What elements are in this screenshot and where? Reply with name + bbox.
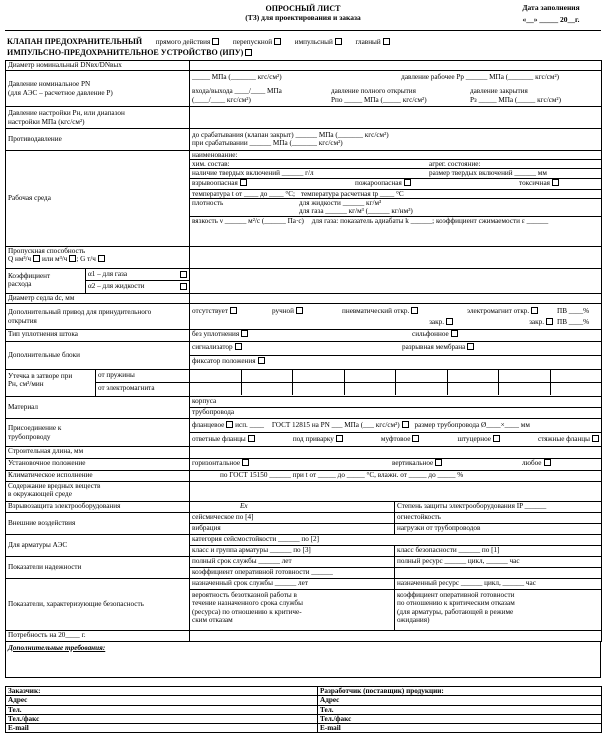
saf-values[interactable]: назначенный срок службы ______ лет назначенный ресурс ______ цикл, ______ час вероятность безотказной работы в течение назначенного срока службы (ресурса) по отношению к критиче- ским отказам коэффициент оперативной готовности по отношению к критическим отказам (для арматуры, работающей в режиме ожидания): [190, 579, 602, 631]
need-label: Потребность на 20____ г.: [6, 631, 190, 642]
ipu-checkbox[interactable]: [245, 49, 252, 56]
diameter-value[interactable]: [190, 61, 602, 71]
opt-bypass-label: перепускной: [232, 38, 273, 46]
blocks-values[interactable]: сигнализатор разрывная мембрана фиксатор положения: [190, 342, 602, 370]
length-value[interactable]: [190, 447, 602, 459]
coupling-checkbox[interactable]: [412, 435, 419, 442]
developer-phone[interactable]: Тел.: [318, 705, 602, 714]
horizontal-checkbox[interactable]: [242, 459, 249, 466]
conn-values[interactable]: фланцевое исп. ____ ГОСТ 12815 на PN ___ МПа (___ кгс/см²) размер трубопровода Ø____×____ мм ответные фланцы под приварку муфтовое штуцерное стяжные фланцы: [190, 419, 602, 447]
counter-label: Противодавление: [6, 129, 190, 151]
valve-title: КЛАПАН ПРЕДОХРАНИТЕЛЬНЫЙ: [7, 37, 143, 46]
customer-phone[interactable]: Тел.: [6, 705, 318, 714]
ext-values[interactable]: сейсмическое по [4] огнестойкость вибрация нагрузки от трубопроводов: [190, 513, 602, 535]
seal-values[interactable]: без уплотнения сильфонное: [190, 330, 602, 342]
flow-q-checkbox[interactable]: [33, 255, 40, 262]
climate-label: Климатическое исполнение: [6, 471, 190, 482]
fire-checkbox[interactable]: [404, 179, 411, 186]
flow-g-checkbox[interactable]: [98, 255, 105, 262]
signal-checkbox[interactable]: [235, 343, 242, 350]
aes-label: Для арматуры АЭС: [6, 535, 190, 557]
seal-bellows-checkbox[interactable]: [451, 330, 458, 337]
counter-values[interactable]: до срабатывания (клапан закрыт) ______ МПа (_______ кгс/см²) при срабатывании ______ МПа (_______ кгс/см²): [190, 129, 602, 151]
date-value[interactable]: «__» _____ 20__г.: [522, 14, 580, 24]
main-table: [5, 60, 602, 642]
rel-label: Показатели надежности: [6, 557, 190, 579]
customer-fax[interactable]: Тел./факс: [6, 714, 318, 723]
footer-table: [5, 686, 602, 733]
coef-value[interactable]: [190, 269, 602, 294]
opt-pulse-checkbox[interactable]: [335, 38, 342, 45]
drive-pn-open-checkbox[interactable]: [411, 307, 418, 314]
pset-value[interactable]: [190, 107, 602, 129]
coef-label: Коэффициент расхода α1 – для газа α2 – для жидкости: [6, 269, 190, 294]
additional-requirements[interactable]: [5, 642, 601, 678]
a2-checkbox[interactable]: [180, 283, 187, 290]
gost-checkbox[interactable]: [402, 421, 409, 428]
additional-label: Дополнительные требования:: [8, 644, 106, 652]
tox-checkbox[interactable]: [552, 179, 559, 186]
aes-values[interactable]: категория сейсмостойкости ______ по [2] класс и группа арматуры ______ по [3] класс безопасности ______ по [1]: [190, 535, 602, 557]
install-values[interactable]: горизонтальное вертикальное любое: [190, 459, 602, 471]
weld-checkbox[interactable]: [336, 435, 343, 442]
customer-email[interactable]: E-mail: [6, 724, 318, 733]
fitting-checkbox[interactable]: [493, 435, 500, 442]
date-label: Дата заполнения: [522, 3, 580, 12]
expl-values[interactable]: Ex Степень защиты электрооборудования IP ______: [190, 502, 602, 513]
opt-direct-label: прямого действия: [155, 38, 211, 46]
blocks-label: Дополнительные блоки: [6, 342, 190, 370]
conn-label: Присоединение к трубопроводу: [6, 419, 190, 447]
membrane-checkbox[interactable]: [467, 343, 474, 350]
opt-main-label: главный: [355, 38, 381, 46]
opt-bypass-checkbox[interactable]: [274, 38, 281, 45]
medium-values[interactable]: наименование: хим. состав: агрег. состояние: наличие твердых включений ______ г/л размер твердых включений ______ мм взрывоопасная пожароопасная токсичная температура t от ____ до ____ °C; температура расчетная tр ____ °C плотность для жидкости ______ кг/м³ для газа ______ кг/м³ (______ кг/нм³) вязкость ν ______ м²/с (______ Па·с) для газа: показатель адиабаты k ______; коэффициент сжимаемости ε ______: [190, 151, 602, 247]
need-value[interactable]: [190, 631, 602, 642]
climate-value[interactable]: по ГОСТ 15150 ______ при t от _____ до _____ °C, влажн. от _____ до _____ %: [190, 471, 602, 482]
customer-address[interactable]: Адрес: [6, 696, 318, 705]
seat-label: Диаметр седла dс, мм: [6, 294, 190, 304]
a1-checkbox[interactable]: [180, 271, 187, 278]
drive-values[interactable]: отсутствует ручной пневматический откр. электромагнит откр. ПВ ____% закр. закр. ПВ ____%: [190, 304, 602, 330]
expl-label: Взрывозащита электрооборудования: [6, 502, 190, 513]
install-label: Установочное положение: [6, 459, 190, 471]
ext-label: Внешние воздействия: [6, 513, 190, 535]
developer-email[interactable]: E-mail: [318, 724, 602, 733]
fixator-checkbox[interactable]: [258, 357, 265, 364]
leak-label: Утечка в затворе при Pн, см³/мин от пружины от электромагнита: [6, 370, 190, 397]
length-label: Строительная длина, мм: [6, 447, 190, 459]
material-label: Материал: [6, 397, 190, 419]
ipu-title: ИМПУЛЬСНО-ПРЕДОХРАНИТЕЛЬНОЕ УСТРОЙСТВО (ИПУ): [7, 48, 244, 57]
seal-none-checkbox[interactable]: [241, 330, 248, 337]
opt-pulse-label: импульсный: [294, 38, 333, 46]
flow-label: Пропускная способность Q нм³/ч или м³/ч ; G т/ч: [6, 247, 190, 269]
seat-value[interactable]: [190, 294, 602, 304]
doc-title: ОПРОСНЫЙ ЛИСТ: [265, 4, 341, 13]
drive-label: Дополнительный привод для принудительного открытия: [6, 304, 190, 330]
header: [5, 2, 601, 30]
valve-type-block: [5, 30, 601, 60]
drive-em-open-checkbox[interactable]: [531, 307, 538, 314]
flanged-checkbox[interactable]: [226, 421, 233, 428]
resp-flange-checkbox[interactable]: [248, 435, 255, 442]
any-checkbox[interactable]: [544, 459, 551, 466]
saf-label: Показатели, характеризующие безопасность: [6, 579, 190, 631]
drive-none-checkbox[interactable]: [230, 307, 237, 314]
pset-label: Давление настройки Pн, или диапазон настройки МПа (кгс/см²): [6, 107, 190, 129]
pn-label: Давление номинальное PN (для АЭС – расчетное давление P): [6, 71, 190, 107]
rel-values[interactable]: полный срок службы ______ лет полный ресурс ______ цикл, ______ час коэффициент оперативной готовности ______: [190, 557, 602, 579]
pn-values[interactable]: _____ МПа (_______ кгс/см²) давление рабочее Pр ______ МПа (_______ кгс/см²) входа/выхода ____/____ МПа (____/____ кгс/см²) давление полного открытия Pпо _____ МПа (_____ кгс/см²) давление закрытия Pз _____ МПа (_____ кгс/см²): [190, 71, 602, 107]
medium-label: Рабочая среда: [6, 151, 190, 247]
opt-main-checkbox[interactable]: [383, 38, 390, 45]
developer-title: Разработчик (поставщик) продукции:: [318, 687, 602, 696]
flow-value[interactable]: [190, 247, 602, 269]
diameter-label: Диаметр номинальный DNвх/DNвых: [6, 61, 190, 71]
seal-label: Тип уплотнения штока: [6, 330, 190, 342]
drive-pn-close-checkbox[interactable]: [446, 318, 453, 325]
date-block: [507, 4, 595, 24]
opt-direct-checkbox[interactable]: [212, 38, 219, 45]
developer-address[interactable]: Адрес: [318, 696, 602, 705]
leak-grid[interactable]: [190, 370, 602, 397]
clamp-flange-checkbox[interactable]: [592, 435, 599, 442]
harm-value[interactable]: [190, 482, 602, 502]
expl-checkbox[interactable]: [240, 179, 247, 186]
drive-em-close-checkbox[interactable]: [546, 318, 553, 325]
vertical-checkbox[interactable]: [435, 459, 442, 466]
material-values[interactable]: корпуса трубопровода: [190, 397, 602, 419]
questionnaire-page: [5, 2, 601, 752]
drive-manual-checkbox[interactable]: [296, 307, 303, 314]
customer-title: Заказчик:: [6, 687, 318, 696]
harm-label: Содержание вредных веществ в окружающей среде: [6, 482, 190, 502]
developer-fax[interactable]: Тел./факс: [318, 714, 602, 723]
doc-subtitle: (ТЗ) для проектирования и заказа: [245, 13, 361, 22]
